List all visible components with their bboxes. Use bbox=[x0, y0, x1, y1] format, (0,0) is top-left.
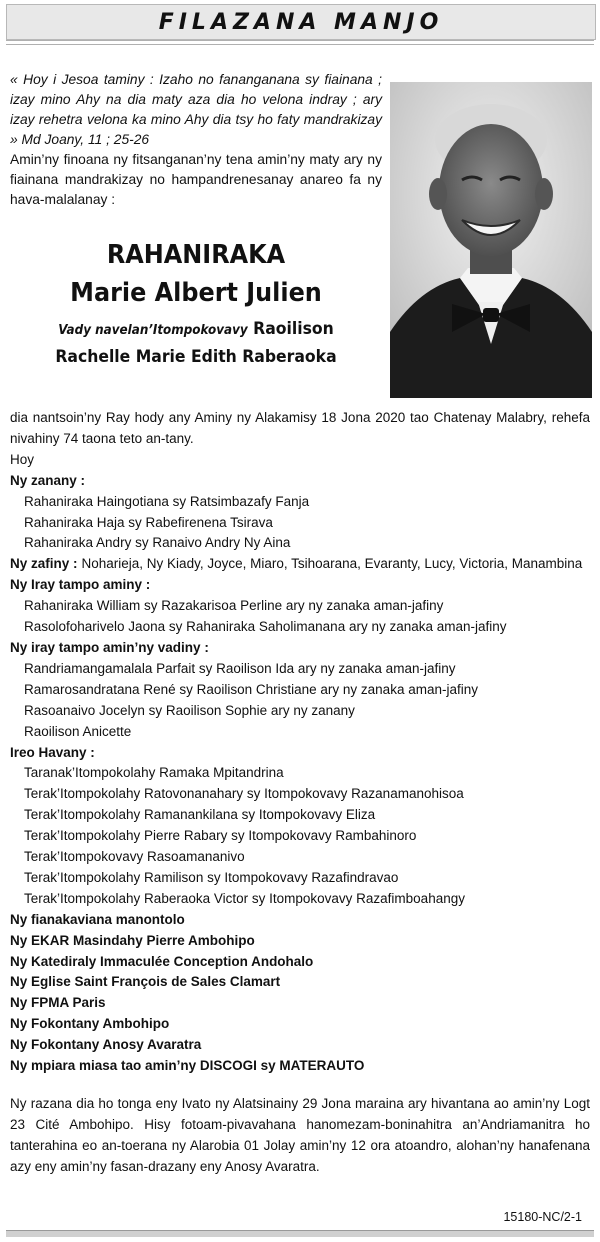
list-item: Taranak’Itompokolahy Ramaka Mpitandrina bbox=[24, 765, 284, 781]
other-mourner: Ny FPMA Paris bbox=[10, 995, 106, 1011]
hoy-text: Hoy bbox=[10, 451, 35, 467]
zanany-label: Ny zanany : bbox=[10, 472, 86, 488]
list-item: Rahaniraka Andry sy Ranaivo Andry Ny Aina bbox=[24, 535, 291, 551]
other-mourner: Ny Eglise Saint François de Sales Clamart bbox=[10, 974, 281, 990]
iray-tampo-label: Ny Iray tampo aminy : bbox=[10, 577, 151, 593]
other-mourner: Ny Fokontany Anosy Avaratra bbox=[10, 1037, 202, 1053]
spouse-line-1 bbox=[25, 316, 367, 344]
list-item: Rahaniraka William sy Razakarisoa Perline ary ny zanaka aman-jafiny bbox=[24, 598, 444, 614]
intro-text: Amin’ny finoana ny fitsanganan’ny tena amin’ny maty ary ny fiainana mandrakizay no hampandrenesanay anareo fa ny hava-malalanay : bbox=[10, 152, 382, 207]
other-mourner: Ny fianakaviana manontolo bbox=[10, 911, 185, 927]
spouse-name-part2: Rachelle Marie Edith Raberaoka bbox=[55, 347, 337, 367]
zafiny-row bbox=[10, 554, 590, 575]
list-item: Terak’Itompokolahy Raberaoka Victor sy Itompokovavy Razafimboahangy bbox=[24, 890, 465, 906]
zafiny-label: Ny zafiny : bbox=[10, 556, 78, 572]
list-item: Rasolofoharivelo Jaona sy Rahaniraka Saholimanana ary ny zanaka aman-jafiny bbox=[24, 619, 507, 635]
deceased-given-names: Marie Albert Julien bbox=[70, 278, 322, 308]
other-mourner: Ny Fokontany Ambohipo bbox=[10, 1016, 170, 1032]
other-mourner: Ny mpiara miasa tao amin’ny DISCOGI sy MATERAUTO bbox=[10, 1058, 365, 1074]
list-item: Raoilison Anicette bbox=[24, 723, 132, 739]
list-item: Terak’Itompokolahy Ramilison sy Itompokovavy Razafindravao bbox=[24, 869, 399, 885]
header-divider bbox=[6, 40, 594, 45]
death-announcement: dia nantsoin’ny Ray hody any Aminy ny Alakamisy 18 Jona 2020 tao Chatenay Malabry, rehefa nivahiny 74 taona teto an-tany. bbox=[10, 410, 590, 446]
list-item: Rahaniraka Haingotiana sy Ratsimbazafy Fanja bbox=[24, 493, 310, 509]
havany-label: Ireo Havany : bbox=[10, 744, 95, 760]
list-item: Terak’Itompokolahy Pierre Rabary sy Itompokovavy Rambahinoro bbox=[24, 828, 417, 844]
list-item: Terak’Itompokovavy Rasoamananivo bbox=[24, 849, 245, 865]
footer-divider bbox=[6, 1230, 594, 1237]
list-item: Ramarosandratana René sy Raoilison Christiane ary ny zanaka aman-jafiny bbox=[24, 681, 478, 697]
iray-tampo-vadiny-label: Ny iray tampo amin’ny vadiny : bbox=[10, 639, 209, 655]
portrait-photo-icon bbox=[390, 82, 592, 398]
list-item: Terak’Itompokolahy Ratovonanahary sy Itompokovavy Razanamanohisoa bbox=[24, 786, 464, 802]
spouse-intro: Vady navelan’Itompokovavy bbox=[58, 323, 248, 338]
spouse-name-part1: Raoilison bbox=[253, 319, 334, 339]
notice-body bbox=[10, 408, 590, 1178]
bible-verse: « Hoy i Jesoa taminy : Izaho no fananganana sy fiainana ; izay mino Ahy na dia maty aza dia ho velona indray ; ary izay rehetra velona ka mino Ahy dia tsy ho faty mandrakizay » Md Joany, 11 ; 25-26 bbox=[10, 72, 382, 147]
zafiny-value: Noharieja, Ny Kiady, Joyce, Miaro, Tsihoarana, Evaranty, Lucy, Victoria, Manambina bbox=[81, 556, 583, 572]
list-item: Randriamangamalala Parfait sy Raoilison Ida ary ny zanaka aman-jafiny bbox=[24, 660, 456, 676]
portrait-photo bbox=[390, 82, 592, 398]
funeral-details: Ny razana dia ho tonga eny Ivato ny Alatsinainy 29 Jona maraina ary hivantana ao amin’ny Logt 23 Cité Ambohipo. Hisy fotoam-pivavahana hanomezam-boninahitra an’Andriamanitra ho tanterahina eo an-toerana ny Alarobia 01 Jolay amin’ny 12 ora atoandro, alohan’ny hanafenana azy eny amin’ny fasan-drazany eny Anosy Avaratra. bbox=[10, 1096, 590, 1174]
intro-column bbox=[10, 70, 382, 370]
reference-code: 15180-NC/2-1 bbox=[503, 1210, 582, 1224]
deceased-surname: RAHANIRAKA bbox=[106, 240, 286, 270]
spouse-line-2 bbox=[25, 344, 367, 370]
notice-title: FILAZANA MANJO bbox=[158, 9, 444, 35]
deceased-name-block bbox=[10, 236, 382, 370]
other-mourner: Ny EKAR Masindahy Pierre Ambohipo bbox=[10, 932, 255, 948]
notice-header bbox=[6, 4, 596, 40]
other-mourner: Ny Katediraly Immaculée Conception Andohalo bbox=[10, 953, 314, 969]
list-item: Terak’Itompokolahy Ramanankilana sy Itompokovavy Eliza bbox=[24, 807, 376, 823]
list-item: Rahaniraka Haja sy Rabefirenena Tsirava bbox=[24, 514, 273, 530]
list-item: Rasoanaivo Jocelyn sy Raoilison Sophie ary ny zanany bbox=[24, 702, 355, 718]
spacer bbox=[10, 1077, 590, 1094]
